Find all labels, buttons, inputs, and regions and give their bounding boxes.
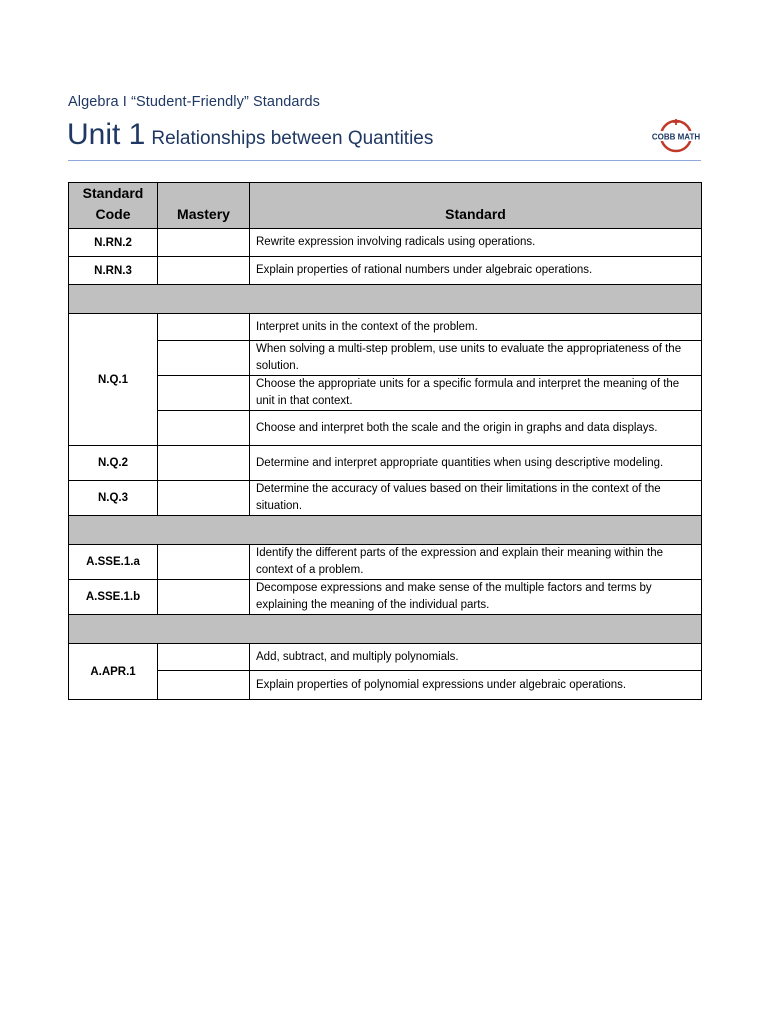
section-divider-cell bbox=[69, 285, 702, 314]
unit-label: Unit 1 bbox=[67, 118, 146, 151]
section-divider-cell bbox=[69, 516, 702, 545]
section-divider-row bbox=[69, 615, 702, 644]
table-row bbox=[69, 341, 702, 376]
header-mastery: Mastery bbox=[158, 183, 250, 229]
standards-table bbox=[68, 182, 702, 700]
mastery-cell[interactable] bbox=[158, 580, 250, 615]
page-title bbox=[67, 118, 433, 152]
standard-cell: Decompose expressions and make sense of the multiple factors and terms by explaining the meaning of the individual parts. bbox=[250, 580, 702, 615]
table-row bbox=[69, 671, 702, 700]
section-divider-row bbox=[69, 516, 702, 545]
table-row bbox=[69, 314, 702, 341]
header-divider bbox=[68, 160, 701, 161]
mastery-cell[interactable] bbox=[158, 229, 250, 257]
mastery-cell[interactable] bbox=[158, 644, 250, 671]
standard-cell: Determine the accuracy of values based on their limitations in the context of the situation. bbox=[250, 481, 702, 516]
standard-code-cell: N.Q.3 bbox=[69, 481, 158, 516]
section-divider-cell bbox=[69, 615, 702, 644]
standard-code-cell: A.SSE.1.b bbox=[69, 580, 158, 615]
standard-cell: Choose and interpret both the scale and the origin in graphs and data displays. bbox=[250, 411, 702, 446]
table-row bbox=[69, 446, 702, 481]
header-standard: Standard bbox=[250, 183, 702, 229]
mastery-cell[interactable] bbox=[158, 257, 250, 285]
standard-cell: Interpret units in the context of the problem. bbox=[250, 314, 702, 341]
table-row bbox=[69, 376, 702, 411]
table-row bbox=[69, 257, 702, 285]
standard-code-cell: A.SSE.1.a bbox=[69, 545, 158, 580]
standard-cell: Explain properties of polynomial expressions under algebraic operations. bbox=[250, 671, 702, 700]
logo-text: COBB MATH bbox=[651, 132, 701, 142]
table-header-row bbox=[69, 183, 702, 229]
unit-title: Relationships between Quantities bbox=[151, 128, 434, 149]
standard-cell: When solving a multi-step problem, use units to evaluate the appropriateness of the solution. bbox=[250, 341, 702, 376]
standard-cell: Explain properties of rational numbers under algebraic operations. bbox=[250, 257, 702, 285]
standard-code-cell: N.RN.3 bbox=[69, 257, 158, 285]
standard-code-cell: A.APR.1 bbox=[69, 644, 158, 700]
table-row bbox=[69, 545, 702, 580]
mastery-cell[interactable] bbox=[158, 545, 250, 580]
standard-code-cell: N.Q.1 bbox=[69, 314, 158, 446]
mastery-cell[interactable] bbox=[158, 341, 250, 376]
standard-code-cell: N.RN.2 bbox=[69, 229, 158, 257]
section-divider-row bbox=[69, 285, 702, 314]
table-row bbox=[69, 580, 702, 615]
standard-cell: Add, subtract, and multiply polynomials. bbox=[250, 644, 702, 671]
standard-cell: Rewrite expression involving radicals using operations. bbox=[250, 229, 702, 257]
cobb-math-logo bbox=[651, 116, 701, 156]
mastery-cell[interactable] bbox=[158, 671, 250, 700]
mastery-cell[interactable] bbox=[158, 411, 250, 446]
table-row bbox=[69, 411, 702, 446]
mastery-cell[interactable] bbox=[158, 446, 250, 481]
mastery-cell[interactable] bbox=[158, 376, 250, 411]
standard-cell: Choose the appropriate units for a specific formula and interpret the meaning of the unit in that context. bbox=[250, 376, 702, 411]
table-row bbox=[69, 481, 702, 516]
standard-cell: Identify the different parts of the expression and explain their meaning within the context of a problem. bbox=[250, 545, 702, 580]
mastery-cell[interactable] bbox=[158, 314, 250, 341]
mastery-cell[interactable] bbox=[158, 481, 250, 516]
header-standard-code: Standard Code bbox=[69, 183, 158, 229]
table-row bbox=[69, 229, 702, 257]
document-subtitle: Algebra I “Student-Friendly” Standards bbox=[68, 94, 321, 110]
standard-code-cell: N.Q.2 bbox=[69, 446, 158, 481]
table-row bbox=[69, 644, 702, 671]
standard-cell: Determine and interpret appropriate quantities when using descriptive modeling. bbox=[250, 446, 702, 481]
